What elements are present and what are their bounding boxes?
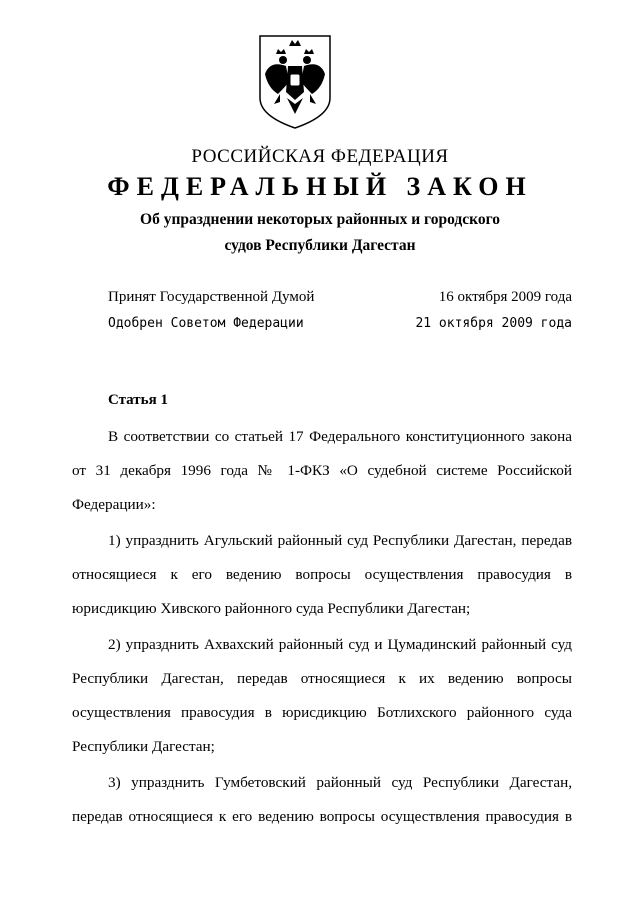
article-text-line: от 31 декабря 1996 года № 1-ФКЗ «О судебной системе Российской [72,462,572,479]
article-text-line: 2) упразднить Ахвахский районный суд и Цумадинский районный суд [108,636,572,653]
article-text-line: Республики Дагестан, передав относящиеся к их ведению вопросы [72,670,572,687]
law-title-line-2: судов Республики Дагестан [224,237,416,254]
duma-adoption-date: 16 октября 2009 года [438,289,572,305]
article-text-line: Республики Дагестан; [72,738,215,755]
country-name: РОССИЙСКАЯ ФЕДЕРАЦИЯ [191,146,449,167]
article-text-line: 3) упразднить Гумбетовский районный суд Республики Дагестан, [108,774,572,791]
article-text-line: 1) упразднить Агульский районный суд Республики Дагестан, передав [108,532,572,549]
article-text-line: передав относящиеся к его ведению вопросы осуществления правосудия в [72,808,572,825]
article-text-line: Федерации»: [72,496,156,513]
coat-of-arms-icon [256,30,334,130]
council-approval-label: Одобрен Советом Федерации [108,316,304,331]
article-text-line: осуществления правосудия в юрисдикцию Ботлихского районного суда [72,704,572,721]
article-heading: Статья 1 [108,392,168,408]
article-text-line: В соответствии со статьей 17 Федерального конституционного закона [108,428,572,445]
law-type-heading: ФЕДЕРАЛЬНЫЙ ЗАКОН [107,172,533,201]
article-text-line: относящиеся к его ведению вопросы осуществления правосудия в [72,566,572,583]
article-text-line: юрисдикцию Хивского районного суда Республики Дагестан; [72,600,471,617]
law-title-line-1: Об упразднении некоторых районных и городского [140,211,500,228]
council-approval-date: 21 октября 2009 года [415,316,572,331]
duma-adoption-label: Принят Государственной Думой [108,289,315,305]
